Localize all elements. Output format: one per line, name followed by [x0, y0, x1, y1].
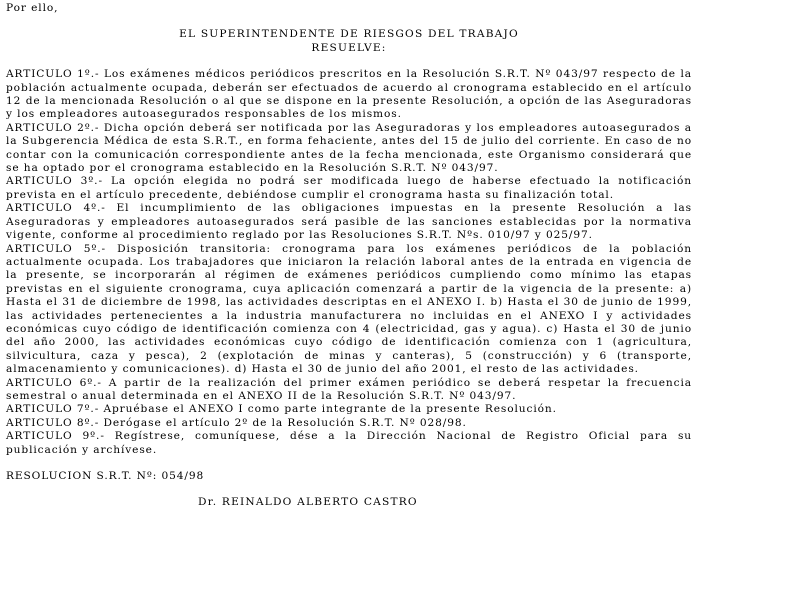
- article-9: ARTICULO 9º.- Regístrese, comuníquese, dése a la Dirección Nacional de Registro Oficial para su publicación y archívese.: [6, 430, 692, 456]
- document-header: [6, 28, 692, 55]
- authority-title: EL SUPERINTENDENTE DE RIESGOS DEL TRABAJO: [179, 28, 519, 41]
- article-3: ARTICULO 3º.- La opción elegida no podrá ser modificada luego de haberse efectuado la notificación prevista en el artículo precedente, debiéndose cumplir el cronograma hasta su finalización total.: [6, 175, 692, 201]
- signer-name: Dr. REINALDO ALBERTO CASTRO: [198, 496, 418, 509]
- resolves-heading: RESUELVE:: [311, 41, 387, 54]
- resolution-number: RESOLUCION S.R.T. Nº: 054/98: [6, 470, 205, 482]
- signature-block: [6, 470, 692, 510]
- articles-list: [6, 68, 692, 457]
- intro-text: Por ello,: [6, 2, 59, 14]
- article-1: ARTICULO 1º.- Los exámenes médicos periódicos prescritos en la Resolución S.R.T. Nº 043/97 respecto de la población actualmente ocupada, deberán ser efectuados de acuerdo al cronograma establecido en el artículo 12 de la mencionada Resolución o al que se dispone en la presente Resolución, a opción de las Aseguradoras y los empleadores autoasegurados responsables de los mismos.: [6, 68, 692, 121]
- article-8: ARTICULO 8º.- Derógase el artículo 2º de la Resolución S.R.T. Nº 028/98.: [6, 416, 467, 429]
- article-5: ARTICULO 5º.- Disposición transitoria: cronograma para los exámenes periódicos de la población actualmente ocupada. Los trabajadores que iniciaron la relación laboral antes de la entrada en vigencia de la presente, se incorporarán al régimen de exámenes periódicos cumpliendo como mínimo las etapas previstas en el siguiente cronograma, cuya aplicación comenzará a partir de la vigencia de la presente: a) Hasta el 31 de diciembre de 1998, las actividades descriptas en el ANEXO I. b) Hasta el 30 de junio de 1999, las actividades pertenecientes a la industria manufacturera no incluidas en el ANEXO I y actividades económicas cuyo código de identificación comienza con 4 (electricidad, gas y agua). c) Hasta el 30 de junio del año 2000, las actividades económicas cuyo código de identificación comienza con 1 (agricultura, silvicultura, caza y pesca), 2 (explotación de minas y canteras), 5 (construcción) y 6 (transporte, almacenamiento y comunicaciones). d) Hasta el 30 de junio del año 2001, el resto de las actividades.: [6, 242, 692, 376]
- article-6: ARTICULO 6º.- A partir de la realización del primer exámen periódico se deberá respetar la frecuencia semestral o anual determinada en el ANEXO II de la Resolución S.R.T. Nº 043/97.: [6, 376, 692, 402]
- article-7: ARTICULO 7º.- Apruébase el ANEXO I como parte integrante de la presente Resolución.: [6, 403, 557, 416]
- article-4: ARTICULO 4º.- El incumplimiento de las obligaciones impuestas en la presente Resolución a las Aseguradoras y empleadores autoasegurados será pasible de las sanciones establecidas por la normativa vigente, conforme al procedimiento reglado por las Resoluciones S.R.T. Nºs. 010/97 y 025/97.: [6, 202, 692, 242]
- resolution-document: [6, 2, 692, 510]
- article-2: ARTICULO 2º.- Dicha opción deberá ser notificada por las Aseguradoras y los empleadores autoasegurados a la Subgerencia Médica de esta S.R.T., en forma fehaciente, antes del 15 de julio del corriente. En caso de no contar con la comunicación correspondiente antes de la fecha mencionada, este Organismo considerará que se ha optado por el cronograma establecido en la Resolución S.R.T. Nº 043/97.: [6, 121, 692, 175]
